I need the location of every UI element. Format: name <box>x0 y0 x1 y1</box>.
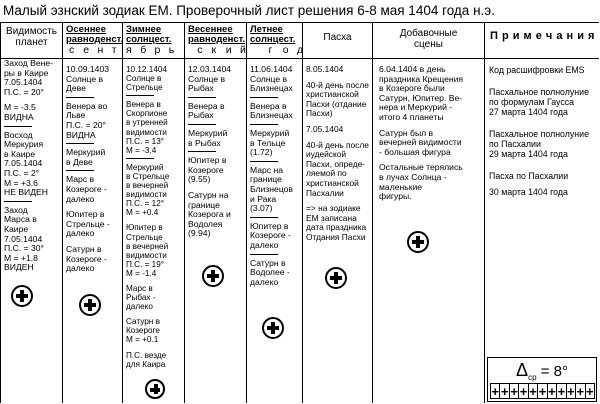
autumn-body <box>66 65 120 274</box>
text-line: 7.05.1404 <box>4 77 43 88</box>
text-line: Солнце в <box>126 74 162 84</box>
text-line: Пасха по Пасхалии <box>489 171 569 181</box>
text-line: Пасхалии <box>306 187 344 198</box>
hdr-extra-l2: сцены <box>414 39 443 50</box>
text-line: в лучах Солнца - <box>379 171 447 182</box>
divider-line <box>250 124 278 125</box>
hdr-summer <box>247 23 305 63</box>
text-line: Меркурия <box>4 139 44 150</box>
text-line: Стрельце <box>126 232 163 242</box>
text-line: Меркурий <box>250 127 290 138</box>
plus-cell: + <box>510 384 518 399</box>
text-line: по Пасхалии <box>489 139 541 149</box>
text-line: и Рака <box>250 193 277 204</box>
text-line: Козероге - <box>66 183 107 194</box>
text-line: Марс на <box>250 164 284 175</box>
text-line: 11.06.1404 <box>250 64 293 74</box>
text-line: праздника Крещения <box>379 73 464 84</box>
divider-line <box>66 170 94 171</box>
plus-cell: + <box>567 384 575 399</box>
text-line: Льве <box>66 110 86 121</box>
delta-box <box>487 357 597 402</box>
text-line: Юпитер в <box>66 209 105 220</box>
hdr-visibility-l1: Видимость <box>6 26 57 37</box>
text-line: Каире <box>4 223 29 234</box>
summer-body <box>250 65 300 287</box>
visibility-body <box>4 59 60 273</box>
text-line: Восход <box>4 129 33 140</box>
text-line: 7.05.1404 <box>4 158 43 169</box>
text-line: Юпитер в <box>188 155 227 166</box>
text-line: Пасхи (отдание <box>306 98 367 109</box>
text-line: далеко <box>250 276 279 287</box>
text-line: границе <box>250 174 282 185</box>
text-line: дата праздника <box>306 222 367 233</box>
plus-row <box>490 383 594 399</box>
divider-line <box>66 97 94 98</box>
text-line: 12.03.1404 <box>188 64 232 74</box>
text-line: 6.04.1404 в день <box>379 64 446 74</box>
text-line: Пасхи, опреде- <box>306 158 366 169</box>
month-letter: д <box>297 44 305 56</box>
text-line: П.С. = 30° <box>4 243 44 254</box>
text-line: Козероге <box>188 164 224 175</box>
text-line: Рыбах <box>188 110 214 121</box>
text-line: Сатурн на <box>188 189 229 200</box>
page-title: Малый эзнский зодиак ЕМ. Проверочный лист решения 6-8 мая 1404 года н.э. <box>3 3 495 18</box>
text-line: Солнце в <box>66 73 104 84</box>
divider-line <box>188 124 216 125</box>
text-line: Стрельце - <box>66 218 110 229</box>
plus-circle-icon <box>325 267 347 289</box>
divider-line <box>250 97 278 98</box>
text-line: в Рыбах <box>188 137 221 148</box>
text-line: ляемой по <box>306 168 347 179</box>
text-line: Скорпионе <box>126 109 168 119</box>
hdr-easter <box>303 23 372 63</box>
hdr-visibility <box>1 23 62 63</box>
text-line: далеко <box>126 302 153 312</box>
plus-cell: + <box>557 384 566 399</box>
text-line: Близнецах <box>250 83 293 94</box>
month-letter: к <box>211 44 218 56</box>
text-line: Венера во <box>66 100 108 111</box>
solution-table <box>0 22 599 403</box>
text-line: в утренней <box>126 118 168 128</box>
text-line: M = -3.5 <box>4 102 36 113</box>
text-line: Марс в <box>126 283 153 293</box>
extra-body <box>379 65 482 202</box>
text-line: (1.72) <box>250 147 273 158</box>
hdr-spring-l1: Весеннее <box>188 24 233 35</box>
month-letter: с <box>197 44 204 56</box>
text-line: нера и Меркурий - <box>379 102 453 113</box>
text-line: 40-й день после <box>306 139 369 150</box>
text-line: Солнце в <box>188 73 226 84</box>
text-line: в вечерней <box>126 181 169 191</box>
month-letter: ь <box>168 44 176 56</box>
plus-circle-icon <box>262 317 284 339</box>
plus-circle-icon <box>202 265 224 287</box>
text-line: границе <box>188 199 220 210</box>
text-line: итого 4 планеты <box>379 111 444 122</box>
text-line: П.С. = 12° <box>126 199 165 209</box>
text-line: для Каира <box>126 359 166 369</box>
month-letter: г <box>268 44 274 56</box>
text-line: видимости <box>126 190 167 200</box>
delta-sub: ср <box>528 373 537 382</box>
winter-body <box>126 65 182 369</box>
hdr-spring-l2: равноденст. <box>188 34 246 45</box>
text-line: Юпитер в <box>126 223 163 233</box>
text-line: => на зодиаке <box>306 203 361 214</box>
easter-body <box>306 65 370 243</box>
month-letter: б <box>140 44 148 56</box>
text-line: Сатурн в <box>250 257 286 268</box>
text-line: Пасхальное полнолуние <box>489 87 589 97</box>
col-visibility <box>1 23 63 403</box>
text-line: Меркурий <box>66 147 106 158</box>
text-line: ВИДНА <box>4 111 34 122</box>
text-line: Близнецов <box>250 183 293 194</box>
text-line: в Тельце <box>250 137 286 148</box>
hdr-easter-l1: Пасха <box>323 32 352 43</box>
hdr-autumn-l2: равноденст. <box>66 34 124 45</box>
plus-cell: + <box>519 384 528 399</box>
text-line: (9.55) <box>188 174 211 185</box>
hdr-autumn <box>63 23 122 63</box>
plus-cell: + <box>585 384 594 399</box>
text-line: Водолее - <box>250 267 290 278</box>
month-letter: р <box>154 44 162 56</box>
text-line: Рыбах - <box>126 293 156 303</box>
text-line: видимости <box>126 127 167 137</box>
delta-symbol: Δ <box>516 360 529 380</box>
hdr-extra-l1: Добавочные <box>399 28 458 39</box>
text-line: П.С. = 20° <box>66 119 106 130</box>
hdr-extra <box>373 23 484 63</box>
text-line: Близнецах <box>250 110 293 121</box>
text-line: Отдания Пасхи <box>306 231 366 242</box>
hdr-spring <box>185 23 246 63</box>
col-autumn <box>63 23 123 403</box>
text-line: вечерней видимости <box>379 137 462 148</box>
divider-line <box>250 254 278 255</box>
text-line: П.С. = 13° <box>126 136 165 146</box>
text-line: Сатурн в <box>66 243 102 254</box>
text-line: далеко <box>250 239 279 250</box>
text-line: 29 марта 1404 года <box>489 149 568 159</box>
plus-cell: + <box>529 384 537 399</box>
text-line: далеко <box>66 228 95 239</box>
plus-cell: + <box>500 384 509 399</box>
month-letter: и <box>225 44 233 56</box>
text-line: Код расшифровки EMS <box>489 65 585 75</box>
col-easter <box>303 23 373 403</box>
text-line: Заход <box>4 204 28 215</box>
text-line: П.С. везде <box>126 350 167 360</box>
hdr-summer-l1: Летнее <box>250 24 283 35</box>
hdr-winter-l2: солнцест. <box>126 34 172 45</box>
text-line: в вечерней <box>126 241 169 251</box>
text-line: 30 марта 1404 года <box>489 187 568 197</box>
divider-line <box>66 143 94 144</box>
text-line: по формулам Гаусса <box>489 97 575 107</box>
text-line: П.С. = 20° <box>4 86 44 97</box>
text-line: - большая фигура <box>379 146 451 157</box>
text-line: M = +0.4 <box>126 208 159 218</box>
text-line: Сатурн, Юпитер. Ве- <box>379 92 463 103</box>
text-line: Рыбах <box>188 83 214 94</box>
hdr-notes-l1: П р и м е ч а н и я <box>490 30 595 42</box>
hdr-summer-l2: солнцест. <box>250 34 296 45</box>
text-line: Венера в <box>188 100 225 111</box>
text-line: Меркурий <box>126 162 164 172</box>
divider-line <box>188 97 216 98</box>
text-line: M = +3.6 <box>4 177 38 188</box>
plus-cell: + <box>538 384 547 399</box>
text-line: Венера в <box>126 100 161 110</box>
text-line: M = +1.8 <box>4 252 38 263</box>
text-line: Сатурн в <box>126 317 160 327</box>
text-line: Козероге <box>126 326 160 336</box>
text-line: Марса в <box>4 214 37 225</box>
plus-circle-icon <box>79 294 101 316</box>
text-line: ры в Каире <box>4 67 49 78</box>
text-line: христианской <box>306 89 359 100</box>
text-line: M = -1.4 <box>126 268 157 278</box>
divider-line <box>126 158 154 159</box>
month-letter: й <box>240 44 247 56</box>
text-line: далеко <box>66 263 95 274</box>
month-letter: с <box>69 44 76 56</box>
text-line: в Деве <box>66 156 93 167</box>
text-line: Пасхи) <box>306 108 333 119</box>
delta-number: = 8° <box>540 363 568 380</box>
text-line: 8.05.1404 <box>306 64 344 74</box>
text-line: Солнце в <box>250 73 288 84</box>
text-line: M = -3.4 <box>126 145 157 155</box>
hdr-visibility-l2: планет <box>15 37 48 48</box>
col-spring <box>185 23 247 403</box>
text-line: в Стрельце <box>126 171 170 181</box>
text-line: иудейской <box>306 149 347 160</box>
text-line: П.С. = 2° <box>4 167 40 178</box>
text-line: Сатурн был в <box>379 127 434 138</box>
plus-cell: + <box>576 384 585 399</box>
text-line: в Каире <box>4 148 36 159</box>
hdr-winter-l1: Зимнее <box>126 24 162 35</box>
text-line: Заход Вене- <box>4 58 54 68</box>
header-divider <box>1 58 599 59</box>
month-letter: н <box>97 44 105 56</box>
text-line: 7.05.1404 <box>4 233 43 244</box>
text-line: Водолея <box>188 218 223 229</box>
text-line: 7.05.1404 <box>306 123 344 134</box>
divider-line <box>4 201 32 202</box>
plus-circle-icon <box>145 379 165 399</box>
col-extra <box>373 23 485 403</box>
text-line: 40-й день после <box>306 79 369 90</box>
hdr-notes <box>485 23 600 63</box>
text-line: 27 марта 1404 года <box>489 107 568 117</box>
text-line: далеко <box>66 193 95 204</box>
text-line: Пасхальное полнолуние <box>489 129 589 139</box>
plus-circle-icon <box>407 231 429 253</box>
spring-body <box>188 65 244 239</box>
divider-line <box>188 151 216 152</box>
text-line: Венера в <box>250 100 287 111</box>
plus-circle-icon <box>11 285 33 307</box>
text-line: Марс в <box>66 174 95 185</box>
text-line: Стрельце <box>126 83 163 93</box>
text-line: П.С. = 19° <box>126 259 165 269</box>
text-line: ЕМ записана <box>306 212 357 223</box>
text-line: Козерога и <box>188 209 231 220</box>
month-letter: я <box>126 44 133 56</box>
text-line: Юпитер в <box>250 220 289 231</box>
text-line: 10.09.1403 <box>66 64 110 74</box>
col-winter <box>123 23 185 403</box>
text-line: Козероге - <box>250 230 291 241</box>
month-letter: т <box>111 44 118 56</box>
col-summer <box>247 23 303 403</box>
divider-line <box>250 161 278 162</box>
divider-line <box>4 126 32 127</box>
plus-cell: + <box>548 384 556 399</box>
text-line: (9.94) <box>188 228 211 239</box>
month-letter: е <box>83 44 91 56</box>
col-notes <box>485 23 600 403</box>
text-line: маленькие <box>379 181 423 192</box>
text-line: ВИДЕН <box>4 262 34 273</box>
hdr-autumn-l1: Осеннее <box>66 24 106 35</box>
notes-body <box>489 65 598 197</box>
delta-value <box>488 358 596 382</box>
divider-line <box>126 95 154 96</box>
text-line: Меркурий <box>188 127 228 138</box>
hdr-winter <box>123 23 184 63</box>
text-line: фигуры. <box>379 191 412 202</box>
text-line: 10.12.1404 <box>126 65 167 74</box>
text-line: в Козероге были <box>379 83 445 94</box>
text-line: (3.07) <box>250 203 273 214</box>
text-line: Остальные терялись <box>379 162 463 173</box>
text-line: ВИДНА <box>66 129 96 140</box>
text-line: M = +0.1 <box>126 335 159 345</box>
text-line: Деве <box>66 83 86 94</box>
text-line: Козероге - <box>66 253 107 264</box>
plus-cell: + <box>491 384 500 399</box>
divider-line <box>250 217 278 218</box>
month-letter: о <box>282 44 290 56</box>
text-line: видимости <box>126 250 167 260</box>
text-line: НЕ ВИДЕН <box>4 187 48 198</box>
text-line: христианской <box>306 177 359 188</box>
